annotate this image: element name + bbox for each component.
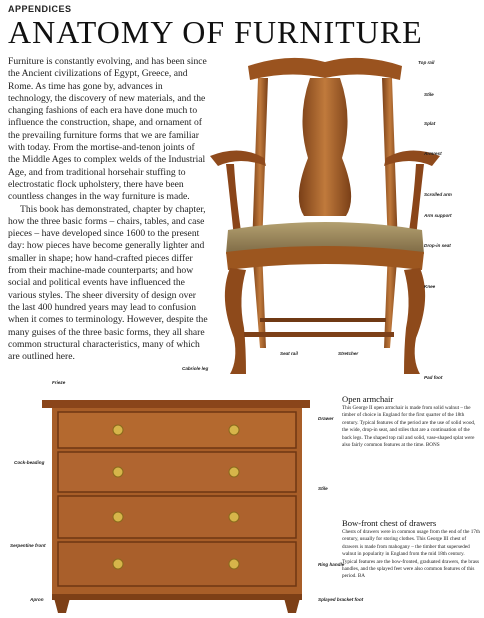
label-armrest: Armrest [424, 151, 442, 156]
label-stretcher: Stretcher [338, 351, 359, 356]
label-scrolled-arm: Scrolled arm [424, 192, 452, 197]
label-top-rail: Top rail [418, 60, 435, 65]
label-seat-rail: Seat rail [280, 351, 298, 356]
chair-figure [182, 48, 452, 388]
label-pad-foot: Pad foot [424, 375, 443, 380]
label-arm-support: Arm support [424, 213, 452, 218]
label-serpentine-front: Serpentine front [10, 543, 46, 548]
section-label: APPENDICES [8, 4, 72, 14]
intro-paragraph-2: This book has demonstrated, chapter by chapter, how the three basic forms – chairs, tables, and case pieces – have developed since 1600 to the present day: how pieces have become generally lighter and smaller in shape; how hand-crafted pieces differ from their machine-made counterparts; and how social and political events have influenced the various styles. The sheer diversity of design over the last 400 hundred years may lead to confusion when it comes to terminology. However, despite the many guises of the three basic forms, they all share common structural characteristics, many of which are outlined here. [8, 203, 208, 363]
label-splat: Splat [424, 121, 436, 126]
chest-figure [10, 380, 364, 613]
chest-caption [342, 518, 480, 581]
label-ring-handle: Ring handle [318, 562, 345, 567]
label-frieze: Frieze [52, 380, 66, 385]
label-apron: Apron [30, 597, 44, 602]
label-splayed-bracket-foot: Splayed bracket foot [318, 597, 364, 602]
label-drop-in-seat: Drop-in seat [424, 243, 451, 248]
label-knee: Knee [424, 284, 436, 289]
armchair-caption-body: This George II open armchair is made from solid walnut – the timber of choice in England for the first quarter of the 18th century. Typical features of the period are the use of solid wood, the wide, drop-in seat, and stiles that are a continuation of the back legs. The shaped top rail and solid, vase-shaped splat were also fairly common features at the time. BONS [342, 405, 476, 449]
armchair-caption-title: Open armchair [342, 394, 394, 404]
page-title: ANATOMY OF FURNITURE [8, 14, 423, 50]
chest-of-drawers-illustration [36, 388, 326, 613]
armchair-caption [342, 394, 480, 449]
label-drawer: Drawer [318, 416, 334, 421]
chest-caption-body: Chests of drawers were in common usage from the end of the 17th century, usually for storing clothes. This George III chest of drawers is made from mahogany – the timber that superseded walnut in popularity in England from the mid 18th century. Typical features are the bow-fronted, graduated drawers, the brass handles, and the splayed feet were also common features of this period. BA [342, 529, 481, 580]
label-stile: Stile [424, 92, 434, 97]
label-cock-beading: Cock-beading [14, 460, 45, 465]
intro-paragraph-1: Furniture is constantly evolving, and has been since the Ancient civilizations of Egypt, Greece, and Rome. As time has gone by, advances in technology, the discovery of new materials, and the changing fashions of each era have done much to influence the construction, shape, and ornament of the prevailing furniture forms that we are familiar with today. From the mortise-and-tenon joints of the Middle Ages to complex welds of the Industrial Age, and from traditional horsehair stuffing to electrostatic flock upholstery, there have been countless changes in the way furniture is made. [8, 56, 207, 203]
armchair-illustration [200, 48, 450, 388]
label-stile: Stile [318, 486, 328, 491]
chest-caption-title: Bow-front chest of drawers [342, 518, 437, 528]
label-cabriole-leg: Cabriole leg [182, 366, 209, 371]
intro-text [8, 56, 208, 363]
